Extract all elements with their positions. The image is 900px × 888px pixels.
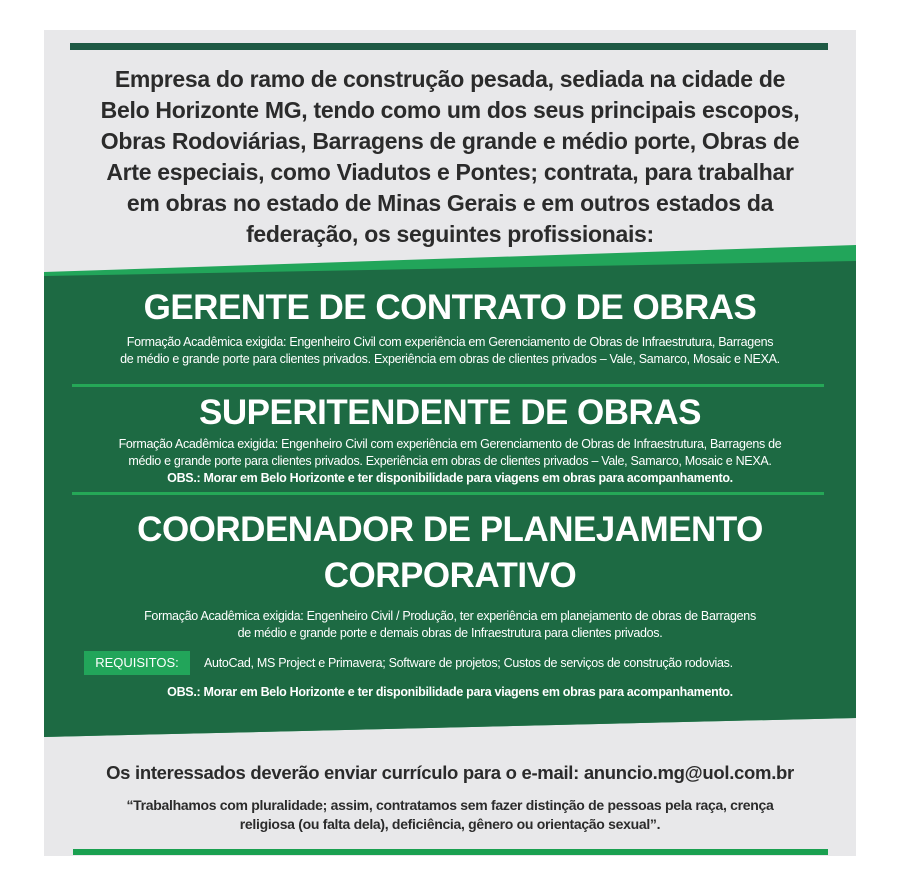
intro-line: Arte especiais, como Viadutos e Pontes; contrata, para trabalhar [106,159,794,185]
job-title: SUPERITENDENTE DE OBRAS [199,393,701,432]
job-obs: OBS.: Morar em Belo Horizonte e ter disponibilidade para viagens em obras para acompanhamento. [167,685,733,699]
job-description: Formação Acadêmica exigida: Engenheiro Civil com experiência em Gerenciamento de Obras de Infraestrutura, Barragens de [118,437,782,451]
job-title: COORDENADOR DE PLANEJAMENTO [137,510,763,549]
job-title: GERENTE DE CONTRATO DE OBRAS [143,288,757,327]
job-title: CORPORATIVO [323,556,577,595]
diversity-quote: religiosa (ou falta dela), deficiência, gênero ou orientação sexual”. [239,816,661,832]
bottom-divider [73,849,828,855]
section-divider [72,492,824,495]
intro-line: Empresa do ramo de construção pesada, sediada na cidade de [114,66,786,92]
requirements-text: AutoCad, MS Project e Primavera; Software de projetos; Custos de serviços de construção rodovias. [204,656,733,670]
job-description: médio e grande porte para clientes privados. Experiência em obras de clientes privados – Vale, Samarco, Mosaic e NEXA. [128,454,772,468]
intro-line: federação, os seguintes profissionais: [246,221,654,247]
job-obs: OBS.: Morar em Belo Horizonte e ter disponibilidade para viagens em obras para acompanhamento. [167,471,733,485]
top-divider [70,43,828,50]
intro-line: Belo Horizonte MG, tendo como um dos seus principais escopos, [100,97,800,123]
intro-line: Obras Rodoviárias, Barragens de grande e médio porte, Obras de [100,128,800,154]
job-description: de médio e grande porte para clientes privados. Experiência em obras de clientes privados – Vale, Samarco, Mosaic e NEXA. [120,352,780,366]
contact-email-line: Os interessados deverão enviar currículo para o e-mail: anuncio.mg@uol.com.br [106,762,794,783]
requirements-badge: REQUISITOS: [84,651,190,675]
intro-line: em obras no estado de Minas Gerais e em outros estados da [126,190,774,216]
job-description: Formação Acadêmica exigida: Engenheiro Civil com experiência em Gerenciamento de Obras de Infraestrutura, Barragens [126,335,774,349]
diversity-quote: “Trabalhamos com pluralidade; assim, contratamos sem fazer distinção de pessoas pela raça, crença [126,797,774,813]
job-description: Formação Acadêmica exigida: Engenheiro Civil / Produção, ter experiência em planejamento de obras de Barragens [144,609,756,623]
section-divider [72,384,824,387]
job-description: de médio e grande porte e demais obras de Infraestrutura para clientes privados. [237,626,663,640]
